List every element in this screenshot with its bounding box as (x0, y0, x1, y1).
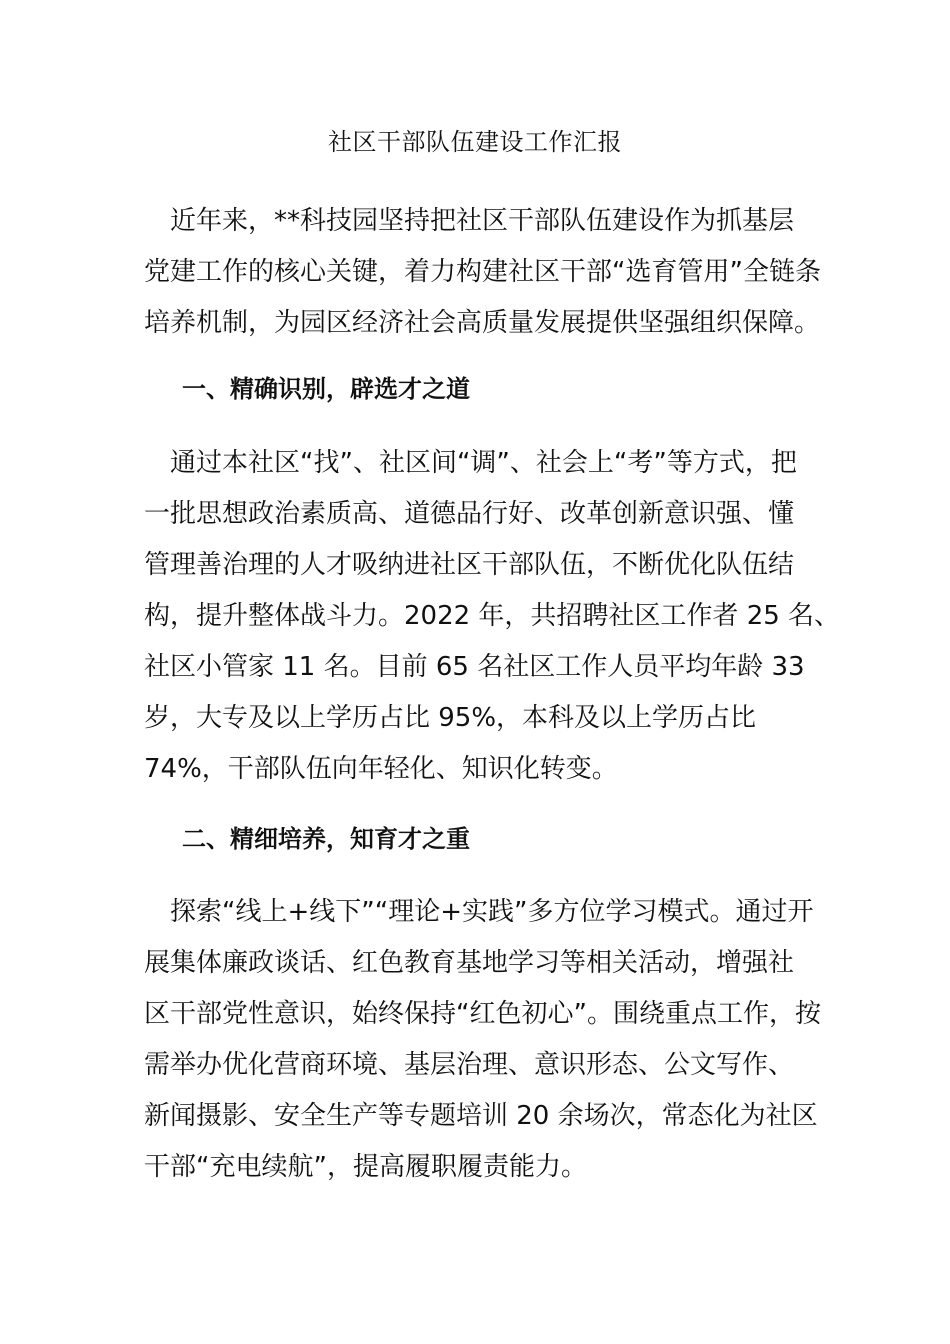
section-1-line: 构，提升整体战斗力。2022 年，共招聘社区工作者 25 名、 (144, 601, 841, 631)
section-2-line: 干部“充电续航”，提高履职履责能力。 (144, 1152, 587, 1182)
section-2-line: 新闻摄影、安全生产等专题培训 20 余场次，常态化为社区 (144, 1101, 818, 1131)
section-1-line: 一批思想政治素质高、道德品行好、改革创新意识强、懂 (144, 499, 795, 529)
section-1-heading: 一、精确识别，辟选才之道 (182, 375, 470, 403)
section-2-line: 区干部党性意识，始终保持“红色初心”。围绕重点工作，按 (144, 999, 821, 1029)
section-1-paragraph (144, 438, 841, 795)
section-2-paragraph (144, 887, 821, 1193)
intro-paragraph (144, 196, 821, 349)
section-2-line: 探索“线上+线下”“理论+实践”多方位学习模式。通过开 (144, 897, 814, 927)
section-1-line: 岁，大专及以上学历占比 95%，本科及以上学历占比 (144, 703, 757, 733)
intro-line: 党建工作的核心关键，着力构建社区干部“选育管用”全链条 (144, 257, 821, 287)
section-1-line: 社区小管家 11 名。目前 65 名社区工作人员平均年龄 33 (144, 652, 805, 682)
section-1-line: 通过本社区“找”、社区间“调”、社会上“考”等方式，把 (144, 448, 797, 478)
section-1-line: 管理善治理的人才吸纳进社区干部队伍，不断优化队伍结 (144, 550, 795, 580)
section-2-line: 展集体廉政谈话、红色教育基地学习等相关活动，增强社 (144, 948, 795, 978)
document-title: 社区干部队伍建设工作汇报 (328, 128, 622, 156)
intro-line: 培养机制，为园区经济社会高质量发展提供坚强组织保障。 (144, 308, 821, 338)
section-2-line: 需举办优化营商环境、基层治理、意识形态、公文写作、 (144, 1050, 795, 1080)
section-1-line: 74%，干部队伍向年轻化、知识化转变。 (144, 754, 618, 784)
intro-line: 近年来，**科技园坚持把社区干部队伍建设作为抓基层 (144, 206, 795, 236)
section-2-heading: 二、精细培养，知育才之重 (182, 825, 470, 853)
